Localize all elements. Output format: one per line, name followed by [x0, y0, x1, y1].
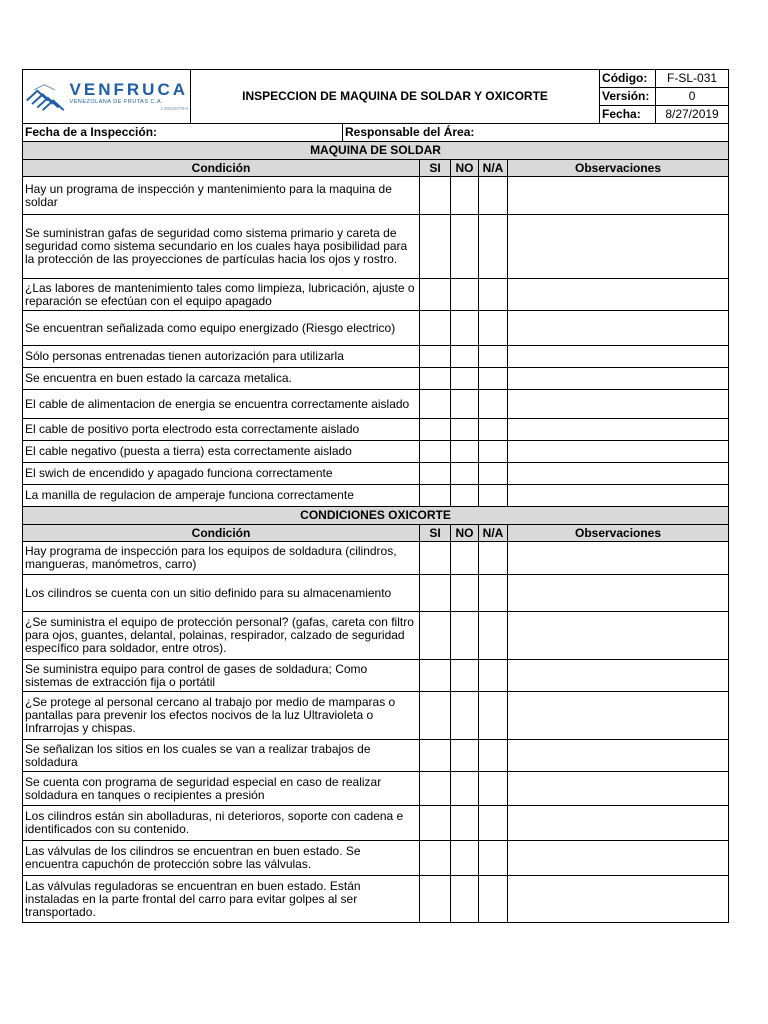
codigo-label: Código:: [600, 70, 656, 88]
condition-text: El cable de alimentacion de energia se encuentra correctamente aislado: [23, 390, 420, 419]
observaciones-cell[interactable]: [508, 215, 729, 279]
condition-text: ¿Se suministra el equipo de protección personal? (gafas, careta con filtro para ojos, guantes, delantal, polainas, respirador, calzado de seguridad específico para soldador, entre otros).: [23, 612, 420, 660]
na-checkbox-cell[interactable]: [479, 485, 508, 507]
observaciones-cell[interactable]: [508, 740, 729, 772]
no-checkbox-cell[interactable]: [451, 463, 479, 485]
col-condicion: Condición: [23, 160, 420, 177]
checklist-row: [23, 806, 729, 841]
condition-text: Se encuentran señalizada como equipo energizado (Riesgo electrico): [23, 311, 420, 346]
condition-text: Los cilindros se cuenta con un sitio definido para su almacenamiento: [23, 575, 420, 612]
version-label: Versión:: [600, 88, 656, 106]
no-checkbox-cell[interactable]: [451, 806, 479, 841]
checklist-row: [23, 346, 729, 368]
no-checkbox-cell[interactable]: [451, 740, 479, 772]
col-condicion: Condición: [23, 525, 420, 542]
checklist-row: [23, 311, 729, 346]
si-checkbox-cell[interactable]: [420, 419, 451, 441]
observaciones-cell[interactable]: [508, 177, 729, 215]
col-observaciones: Observaciones: [508, 160, 729, 177]
na-checkbox-cell[interactable]: [479, 660, 508, 692]
si-checkbox-cell[interactable]: [420, 463, 451, 485]
si-checkbox-cell[interactable]: [420, 806, 451, 841]
observaciones-cell[interactable]: [508, 806, 729, 841]
checklist-row: [23, 419, 729, 441]
observaciones-cell[interactable]: [508, 542, 729, 575]
na-checkbox-cell[interactable]: [479, 612, 508, 660]
condition-text: Se suministran gafas de seguridad como sistema primario y careta de seguridad como sistema secundario en los cuales haya posibilidad para la protección de las proyecciones de partículas hacia los ojos y rostro.: [23, 215, 420, 279]
checklist-row: [23, 575, 729, 612]
na-checkbox-cell[interactable]: [479, 419, 508, 441]
checklist-row: [23, 660, 729, 692]
condition-text: Se encuentra en buen estado la carcaza metalica.: [23, 368, 420, 390]
checklist-row: [23, 692, 729, 740]
si-checkbox-cell[interactable]: [420, 215, 451, 279]
na-checkbox-cell[interactable]: [479, 368, 508, 390]
logo-name: VENFRUCA: [69, 80, 188, 99]
section-title: CONDICIONES OXICORTE: [23, 507, 729, 525]
na-checkbox-cell[interactable]: [479, 311, 508, 346]
column-header-row: [23, 160, 729, 177]
observaciones-cell[interactable]: [508, 346, 729, 368]
observaciones-cell[interactable]: [508, 390, 729, 419]
logo-subtitle: VENEZOLANA DE FRUTAS C.A.: [69, 99, 164, 105]
si-checkbox-cell[interactable]: [420, 368, 451, 390]
si-checkbox-cell[interactable]: [420, 660, 451, 692]
si-checkbox-cell[interactable]: [420, 542, 451, 575]
si-checkbox-cell[interactable]: [420, 177, 451, 215]
si-checkbox-cell[interactable]: [420, 841, 451, 876]
no-checkbox-cell[interactable]: [451, 612, 479, 660]
observaciones-cell[interactable]: [508, 660, 729, 692]
observaciones-cell[interactable]: [508, 441, 729, 463]
observaciones-cell[interactable]: [508, 419, 729, 441]
col-no: NO: [451, 525, 479, 542]
si-checkbox-cell[interactable]: [420, 311, 451, 346]
col-si: SI: [420, 160, 451, 177]
si-checkbox-cell[interactable]: [420, 575, 451, 612]
inspection-info-row: [23, 124, 729, 142]
observaciones-cell[interactable]: [508, 612, 729, 660]
na-checkbox-cell[interactable]: [479, 441, 508, 463]
na-checkbox-cell[interactable]: [479, 346, 508, 368]
no-checkbox-cell[interactable]: [451, 311, 479, 346]
no-checkbox-cell[interactable]: [451, 575, 479, 612]
checklist-row: [23, 215, 729, 279]
version-value: 0: [656, 88, 729, 106]
checklist-row: [23, 441, 729, 463]
no-checkbox-cell[interactable]: [451, 419, 479, 441]
col-observaciones: Observaciones: [508, 525, 729, 542]
col-na: N/A: [479, 525, 508, 542]
observaciones-cell[interactable]: [508, 575, 729, 612]
na-checkbox-cell[interactable]: [479, 692, 508, 740]
si-checkbox-cell[interactable]: [420, 441, 451, 463]
condition-text: Hay un programa de inspección y mantenimiento para la maquina de soldar: [23, 177, 420, 215]
no-checkbox-cell[interactable]: [451, 177, 479, 215]
section-header: [23, 507, 729, 525]
fecha-label: Fecha:: [600, 106, 656, 124]
checklist-row: [23, 876, 729, 923]
checklist-row: [23, 485, 729, 507]
no-checkbox-cell[interactable]: [451, 841, 479, 876]
section-header: [23, 142, 729, 160]
si-checkbox-cell[interactable]: [420, 485, 451, 507]
col-no: NO: [451, 160, 479, 177]
condition-text: Sólo personas entrenadas tienen autorización para utilizarla: [23, 346, 420, 368]
na-checkbox-cell[interactable]: [479, 463, 508, 485]
inspection-form: [22, 69, 729, 923]
checklist-row: [23, 177, 729, 215]
condition-text: Se cuenta con programa de seguridad especial en caso de realizar soldadura en tanques o recipientes a presión: [23, 772, 420, 806]
condition-text: Las válvulas de los cilindros se encuentran en buen estado. Se encuentra capuchón de protección sobre las válvulas.: [23, 841, 420, 876]
form-title: INSPECCION DE MAQUINA DE SOLDAR Y OXICORTE: [191, 70, 600, 124]
no-checkbox-cell[interactable]: [451, 368, 479, 390]
condition-text: La manilla de regulacion de amperaje funciona correctamente: [23, 485, 420, 507]
no-checkbox-cell[interactable]: [451, 772, 479, 806]
no-checkbox-cell[interactable]: [451, 346, 479, 368]
na-checkbox-cell[interactable]: [479, 177, 508, 215]
observaciones-cell[interactable]: [508, 841, 729, 876]
no-checkbox-cell[interactable]: [451, 542, 479, 575]
checklist-row: [23, 279, 729, 311]
no-checkbox-cell[interactable]: [451, 279, 479, 311]
observaciones-cell[interactable]: [508, 463, 729, 485]
condition-text: Se señalizan los sitios en los cuales se van a realizar trabajos de soldadura: [23, 740, 420, 772]
venfruca-logo-icon: [25, 81, 66, 113]
checklist-row: [23, 740, 729, 772]
checklist-row: [23, 612, 729, 660]
no-checkbox-cell[interactable]: [451, 441, 479, 463]
na-checkbox-cell[interactable]: [479, 876, 508, 923]
company-logo: [23, 70, 191, 124]
no-checkbox-cell[interactable]: [451, 876, 479, 923]
observaciones-cell[interactable]: [508, 876, 729, 923]
na-checkbox-cell[interactable]: [479, 740, 508, 772]
na-checkbox-cell[interactable]: [479, 806, 508, 841]
na-checkbox-cell[interactable]: [479, 279, 508, 311]
na-checkbox-cell[interactable]: [479, 772, 508, 806]
observaciones-cell[interactable]: [508, 368, 729, 390]
condition-text: ¿Se protege al personal cercano al trabajo por medio de mamparas o pantallas para prevenir los efectos nocivos de la luz Ultravioleta o Infrarrojas y chispas.: [23, 692, 420, 740]
na-checkbox-cell[interactable]: [479, 841, 508, 876]
observaciones-cell[interactable]: [508, 311, 729, 346]
na-checkbox-cell[interactable]: [479, 575, 508, 612]
si-checkbox-cell[interactable]: [420, 876, 451, 923]
si-checkbox-cell[interactable]: [420, 740, 451, 772]
si-checkbox-cell[interactable]: [420, 612, 451, 660]
area-responsible-field[interactable]: Responsable del Área:: [343, 124, 729, 142]
checklist-row: [23, 772, 729, 806]
codigo-value: F-SL-031: [656, 70, 729, 88]
observaciones-cell[interactable]: [508, 279, 729, 311]
observaciones-cell[interactable]: [508, 485, 729, 507]
col-na: N/A: [479, 160, 508, 177]
si-checkbox-cell[interactable]: [420, 692, 451, 740]
no-checkbox-cell[interactable]: [451, 215, 479, 279]
section-title: MAQUINA DE SOLDAR: [23, 142, 729, 160]
no-checkbox-cell[interactable]: [451, 692, 479, 740]
checklist-row: [23, 463, 729, 485]
fecha-value: 8/27/2019: [656, 106, 729, 124]
condition-text: ¿Las labores de mantenimiento tales como limpieza, lubricación, ajuste o reparación se efectúan con el equipo apagado: [23, 279, 420, 311]
no-checkbox-cell[interactable]: [451, 660, 479, 692]
logo-rif: J-30022079-0: [160, 106, 188, 111]
column-header-row: [23, 525, 729, 542]
checklist-row: [23, 390, 729, 419]
checklist-row: [23, 542, 729, 575]
no-checkbox-cell[interactable]: [451, 485, 479, 507]
si-checkbox-cell[interactable]: [420, 390, 451, 419]
condition-text: El cable de positivo porta electrodo esta correctamente aislado: [23, 419, 420, 441]
condition-text: Las válvulas reguladoras se encuentran en buen estado. Están instaladas en la parte frontal del carro para evitar golpes al ser transportado.: [23, 876, 420, 923]
inspection-date-field[interactable]: Fecha de a Inspección:: [23, 124, 343, 142]
observaciones-cell[interactable]: [508, 692, 729, 740]
na-checkbox-cell[interactable]: [479, 542, 508, 575]
condition-text: Se suministra equipo para control de gases de soldadura; Como sistemas de extracción fija o portátil: [23, 660, 420, 692]
si-checkbox-cell[interactable]: [420, 346, 451, 368]
si-checkbox-cell[interactable]: [420, 772, 451, 806]
condition-text: El cable negativo (puesta a tierra) esta correctamente aislado: [23, 441, 420, 463]
no-checkbox-cell[interactable]: [451, 390, 479, 419]
checklist-row: [23, 841, 729, 876]
condition-text: El swich de encendido y apagado funciona correctamente: [23, 463, 420, 485]
checklist-row: [23, 368, 729, 390]
na-checkbox-cell[interactable]: [479, 215, 508, 279]
na-checkbox-cell[interactable]: [479, 390, 508, 419]
observaciones-cell[interactable]: [508, 772, 729, 806]
col-si: SI: [420, 525, 451, 542]
condition-text: Hay programa de inspección para los equipos de soldadura (cilindros, mangueras, manómetros, carro): [23, 542, 420, 575]
si-checkbox-cell[interactable]: [420, 279, 451, 311]
condition-text: Los cilindros están sin abolladuras, ni deterioros, soporte con cadena e identificados con su contenido.: [23, 806, 420, 841]
